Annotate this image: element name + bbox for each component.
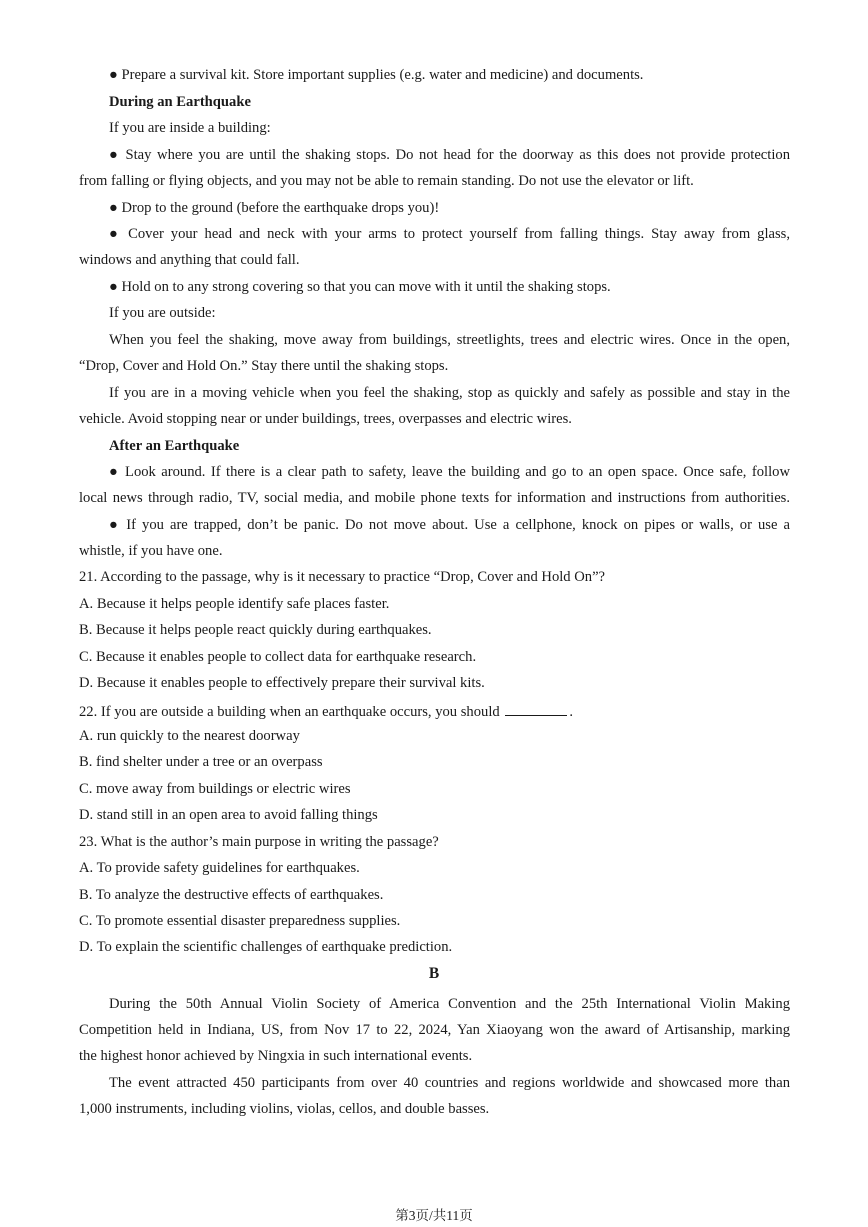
inside-building-label: If you are inside a building: <box>109 120 271 136</box>
section-b-heading: B <box>428 965 440 982</box>
question-23-option-a: A. To provide safety guidelines for earthquakes. <box>79 860 360 876</box>
question-21-stem: 21. According to the passage, why is it necessary to practice “Drop, Cover and Hold On”? <box>79 569 606 585</box>
question-22-stem-end: . <box>569 704 573 720</box>
page-number: 第3页/共11页 <box>395 1208 473 1223</box>
after-heading: After an Earthquake <box>109 438 240 454</box>
drop-line: ● Drop to the ground (before the earthquake drops you)! <box>109 200 440 216</box>
question-23-stem: 23. What is the author’s main purpose in writing the passage? <box>79 834 439 850</box>
vehicle-para-line-1: If you are in a moving vehicle when you feel the shaking, stop as quickly and safely as possible and stay in the <box>109 385 790 401</box>
bullet-survival-kit: ● Prepare a survival kit. Store important supplies (e.g. water and medicine) and documents. <box>109 67 644 83</box>
trapped-line-1: ● If you are trapped, don’t be panic. Do not move about. Use a cellphone, knock on pipes or walls, or use a <box>109 517 790 533</box>
question-22-stem: 22. If you are outside a building when an earthquake occurs, you should <box>79 704 500 720</box>
hold-line: ● Hold on to any strong covering so that you can move with it until the shaking stops. <box>109 279 611 295</box>
question-21-option-b: B. Because it helps people react quickly during earthquakes. <box>79 622 432 638</box>
cover-line-1: ● Cover your head and neck with your arms to protect yourself from falling things. Stay away from glass, <box>109 226 790 242</box>
during-heading: During an Earthquake <box>109 94 251 110</box>
question-22-option-c: C. move away from buildings or electric wires <box>79 781 351 797</box>
look-line-1: ● Look around. If there is a clear path to safety, leave the building and go to an open space. Once safe, follow <box>109 464 790 480</box>
passage-b-para2-line-2: 1,000 instruments, including violins, violas, cellos, and double basses. <box>79 1101 490 1117</box>
outside-para-line-1: When you feel the shaking, move away from buildings, streetlights, trees and electric wires. Once in the open, <box>109 332 790 348</box>
passage-b-para1-line-1: During the 50th Annual Violin Society of America Convention and the 25th International Violin Making <box>109 996 790 1012</box>
question-22-option-d: D. stand still in an open area to avoid falling things <box>79 807 378 823</box>
passage-b-para1-line-2: Competition held in Indiana, US, from Nov 17 to 22, 2024, Yan Xiaoyang won the award of Artisanship, marking <box>79 1022 790 1038</box>
passage-b-para2-line-1: The event attracted 450 participants from over 40 countries and regions worldwide and showcased more than <box>109 1075 790 1091</box>
stay-line-2: from falling or flying objects, and you may not be able to remain standing. Do not use the elevator or lift. <box>79 173 694 189</box>
outside-label: If you are outside: <box>109 305 216 321</box>
question-22-stem-line <box>79 701 790 721</box>
question-23-option-c: C. To promote essential disaster preparedness supplies. <box>79 913 401 929</box>
trapped-line-2: whistle, if you have one. <box>79 543 223 559</box>
look-line-2: local news through radio, TV, social media, and mobile phone texts for information and instructions from authorities. <box>79 490 790 506</box>
question-23-option-b: B. To analyze the destructive effects of earthquakes. <box>79 887 384 903</box>
outside-para-line-2: “Drop, Cover and Hold On.” Stay there until the shaking stops. <box>79 358 449 374</box>
answer-blank <box>505 701 567 716</box>
question-21-option-d: D. Because it enables people to effectively prepare their survival kits. <box>79 675 485 691</box>
stay-line-1: ● Stay where you are until the shaking stops. Do not head for the doorway as this does not provide protection <box>109 147 790 163</box>
question-21-option-c: C. Because it enables people to collect data for earthquake research. <box>79 649 477 665</box>
question-21-option-a: A. Because it helps people identify safe places faster. <box>79 596 390 612</box>
cover-line-2: windows and anything that could fall. <box>79 252 300 268</box>
vehicle-para-line-2: vehicle. Avoid stopping near or under buildings, trees, overpasses and electric wires. <box>79 411 572 427</box>
question-22-option-b: B. find shelter under a tree or an overpass <box>79 754 323 770</box>
passage-b-para1-line-3: the highest honor achieved by Ningxia in such international events. <box>79 1048 473 1064</box>
question-23-option-d: D. To explain the scientific challenges of earthquake prediction. <box>79 939 453 955</box>
question-22-option-a: A. run quickly to the nearest doorway <box>79 728 300 744</box>
